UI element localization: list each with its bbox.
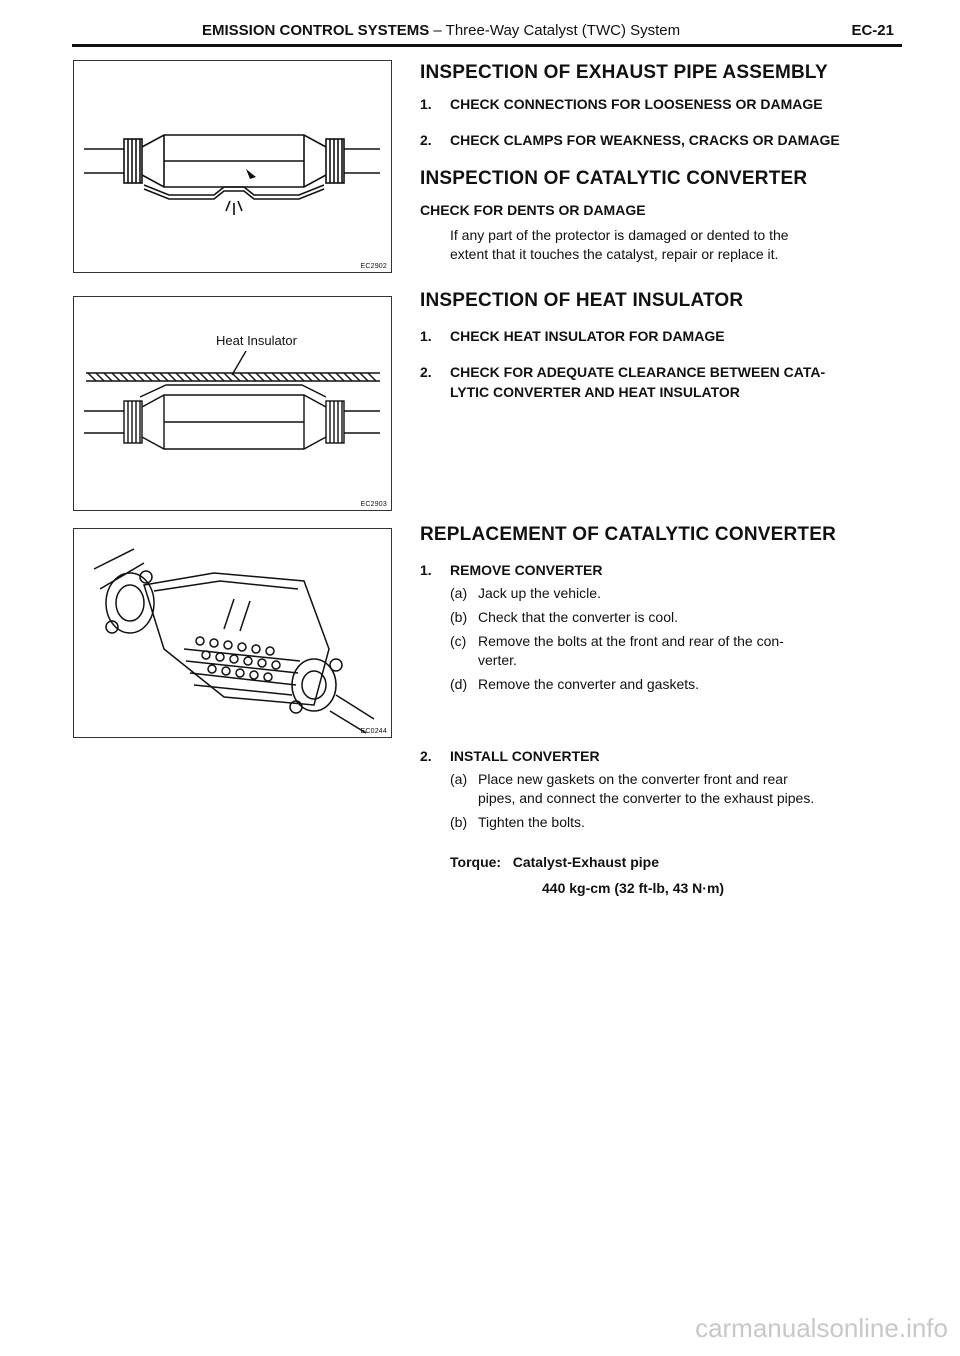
insulator-step-1: 1. CHECK HEAT INSULATOR FOR DAMAGE [420,328,725,344]
remove-item-a: (a) Jack up the vehicle. [450,585,601,601]
header-section: EMISSION CONTROL SYSTEMS [202,22,430,39]
arrow-icon [246,169,256,179]
remove-items [420,584,910,694]
install-converter-step: 2. INSTALL CONVERTER [420,748,600,764]
remove-item-b: (b) Check that the converter is cool. [450,609,678,625]
exhaust-step-2: 2. CHECK CLAMPS FOR WEAKNESS, CRACKS OR DAMAGE [420,132,840,148]
torque-item: Catalyst-Exhaust pipe [512,854,660,870]
page-number: EC-21 [851,22,894,39]
install-item-a: (a) Place new gaskets on the converter front and rear pipes, and connect the converter to the exhaust pipes. [450,771,815,806]
heat-insulator-label: Heat Insulator [216,333,297,348]
figure-converter-removal [73,528,392,738]
figure-code: EC0244 [360,728,387,735]
header-rule [72,44,902,47]
figure-heat-insulator [73,296,392,511]
remove-item-c: (c) Remove the bolts at the front and rear of the con- verter. [450,633,784,668]
header-title [202,22,680,39]
watermark: carmanualsonline.info [695,1313,948,1343]
torque-label: Torque: [450,854,502,870]
insulator-step-2: 2. CHECK FOR ADEQUATE CLEARANCE BETWEEN CATA- [420,364,826,380]
torque-spec [450,854,659,870]
install-items [420,770,910,832]
exhaust-step-1: 1. CHECK CONNECTIONS FOR LOOSENESS OR DAMAGE [420,96,823,112]
catalytic-check: CHECK FOR DENTS OR DAMAGE [420,202,646,218]
header-subtitle: – Three-Way Catalyst (TWC) System [433,22,681,39]
install-item-b: (b) Tighten the bolts. [450,814,585,830]
heading-heat-insulator: INSPECTION OF HEAT INSULATOR [420,290,744,311]
heading-replacement: REPLACEMENT OF CATALYTIC CONVERTER [420,524,837,545]
remove-converter-step: 1. REMOVE CONVERTER [420,562,603,578]
insulator-step-2-cont: LYTIC CONVERTER AND HEAT INSULATOR [450,384,740,400]
catalytic-paragraph: If any part of the protector is damaged or dented to the extent that it touches the catalyst, repair or replace it. [450,227,789,262]
converter-drawing [74,529,391,737]
figure-exhaust-pipe [73,60,392,273]
exhaust-pipe-drawing [74,61,391,272]
figure-code: EC2902 [360,263,387,270]
heading-catalytic: INSPECTION OF CATALYTIC CONVERTER [420,168,808,189]
heading-exhaust-pipe: INSPECTION OF EXHAUST PIPE ASSEMBLY [420,62,828,83]
page-header [72,18,902,44]
torque-value: 440 kg-cm (32 ft-lb, 43 N·m) [542,880,725,896]
heat-insulator-drawing [74,297,391,510]
remove-item-d: (d) Remove the converter and gaskets. [450,676,700,692]
figure-code: EC2903 [360,501,387,508]
